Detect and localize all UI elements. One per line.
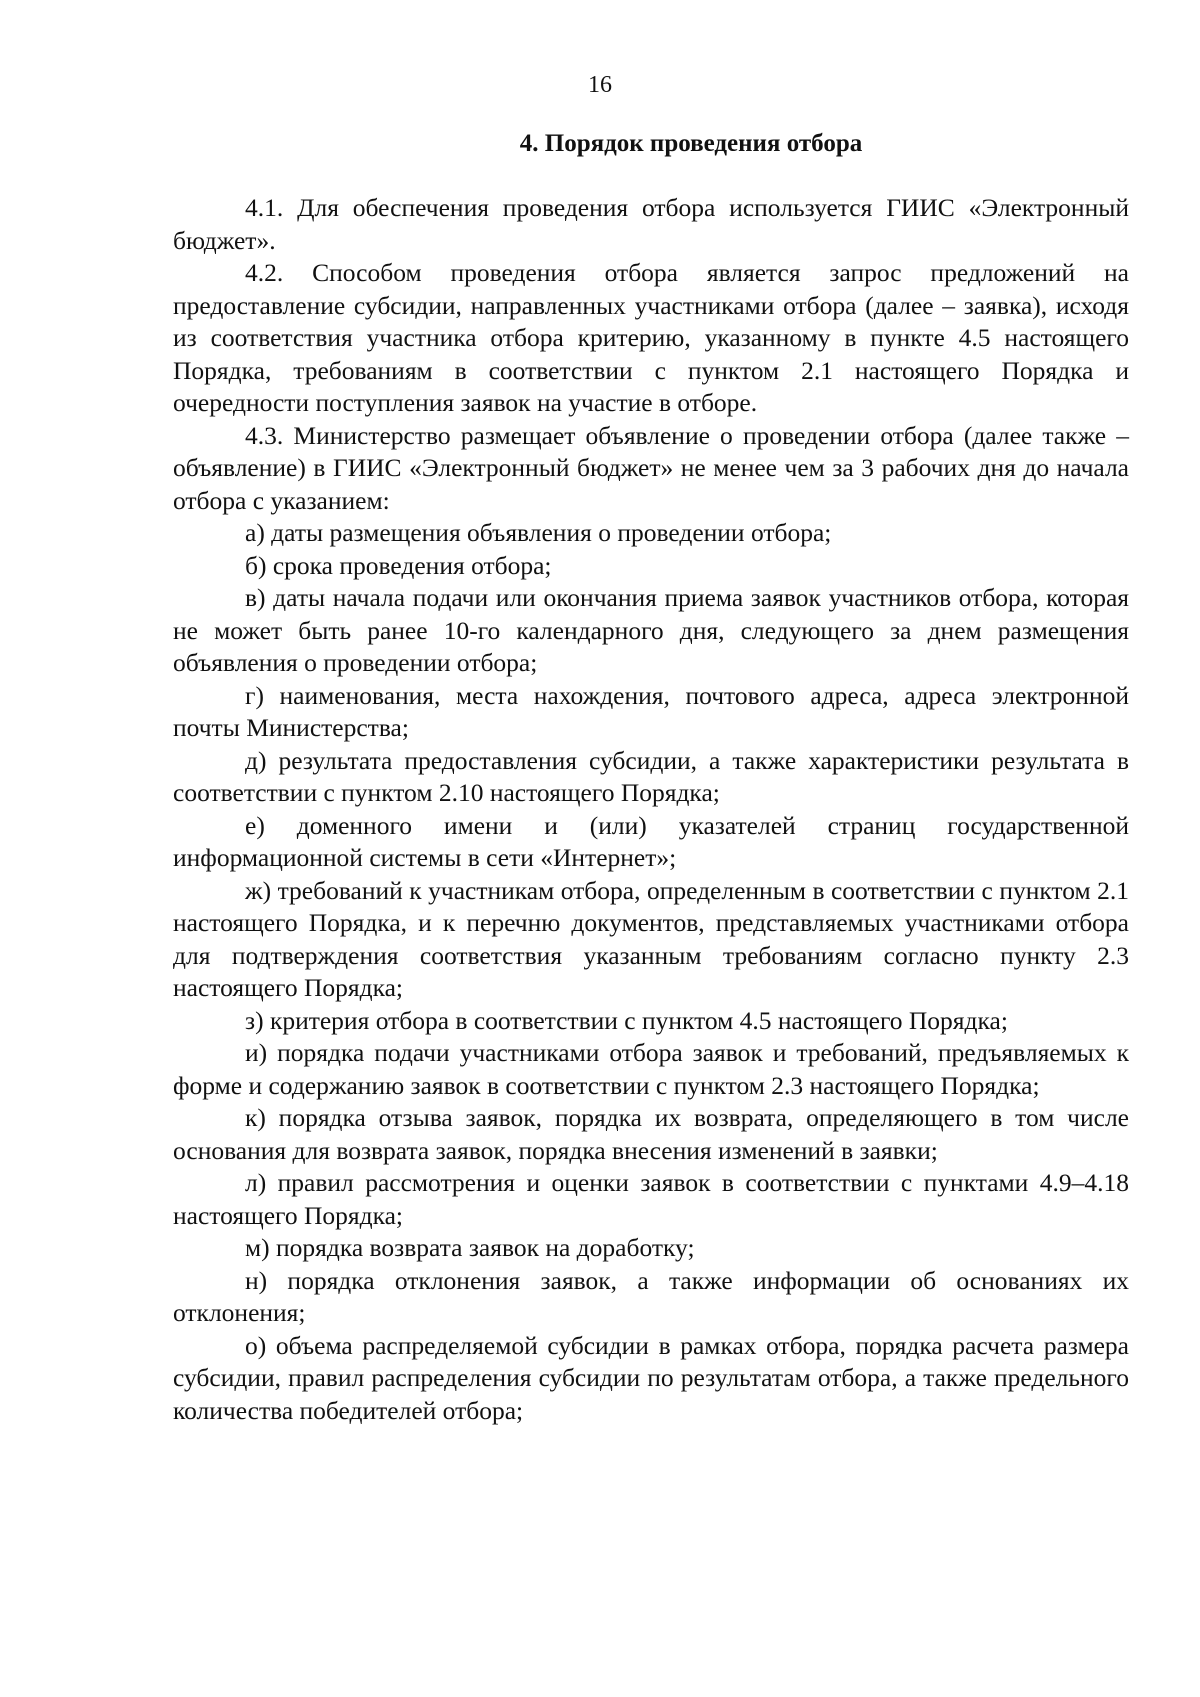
list-item: а) даты размещения объявления о проведении отбора; bbox=[245, 518, 832, 547]
list-item: к) порядка отзыва заявок, порядка их возврата, определяющего в том числе основания для возврата заявок, порядка внесения изменений в заявки; bbox=[173, 1103, 1129, 1165]
list-item: н) порядка отклонения заявок, а также информации об основаниях их отклонения; bbox=[173, 1265, 1129, 1327]
paragraph: 4.3. Министерство размещает объявление о проведении отбора (далее также – объявление) в ГИИС «Электронный бюджет» не менее чем за 3 рабочих дня до начала отбора с указанием: bbox=[173, 420, 1129, 515]
paragraph: 4.2. Способом проведения отбора является запрос предложений на предоставление субсидии, направленных участниками отбора (далее – заявка), исходя из соответствия участника отбора критерию, указанному в пункте 4.5 настоящего Порядка, требованиям в соответствии с пунктом 2.1 настоящего Порядка и очередности поступления заявок на участие в отборе. bbox=[173, 258, 1129, 417]
list-item: д) результата предоставления субсидии, а также характеристики результата в соответствии с пунктом 2.10 настоящего Порядка; bbox=[173, 745, 1129, 807]
paragraph: 4.1. Для обеспечения проведения отбора используется ГИИС «Электронный бюджет». bbox=[173, 193, 1129, 255]
section-body bbox=[173, 192, 1129, 1427]
list-item: л) правил рассмотрения и оценки заявок в соответствии с пунктами 4.9–4.18 настоящего Порядка; bbox=[173, 1168, 1129, 1230]
list-item: е) доменного имени и (или) указателей страниц государственной информационной системы в сети «Интернет»; bbox=[173, 810, 1129, 872]
page-number: 16 bbox=[588, 72, 612, 98]
list-item: м) порядка возврата заявок на доработку; bbox=[245, 1233, 695, 1262]
list-item: в) даты начала подачи или окончания приема заявок участников отбора, которая не может быть ранее 10-го календарного дня, следующего за днем размещения объявления о проведении отбора; bbox=[173, 583, 1129, 677]
section-title: 4. Порядок проведения отбора bbox=[519, 130, 863, 157]
list-item: з) критерия отбора в соответствии с пунктом 4.5 настоящего Порядка; bbox=[245, 1005, 1008, 1035]
list-item: б) срока проведения отбора; bbox=[245, 550, 552, 580]
list-item: г) наименования, места нахождения, почтового адреса, адреса электронной почты Министерства; bbox=[173, 680, 1129, 742]
list-item: ж) требований к участникам отбора, определенным в соответствии с пунктом 2.1 настоящего Порядка, и к перечню документов, представляемых участниками отбора для подтверждения соответствия указанным требованиям согласно пункту 2.3 настоящего Порядка; bbox=[173, 875, 1129, 1002]
list-item: о) объема распределяемой субсидии в рамках отбора, порядка расчета размера субсидии, правил распределения субсидии по результатам отбора, а также предельного количества победителей отбора; bbox=[173, 1330, 1129, 1425]
list-item: и) порядка подачи участниками отбора заявок и требований, предъявляемых к форме и содержанию заявок в соответствии с пунктом 2.3 настоящего Порядка; bbox=[173, 1038, 1129, 1100]
